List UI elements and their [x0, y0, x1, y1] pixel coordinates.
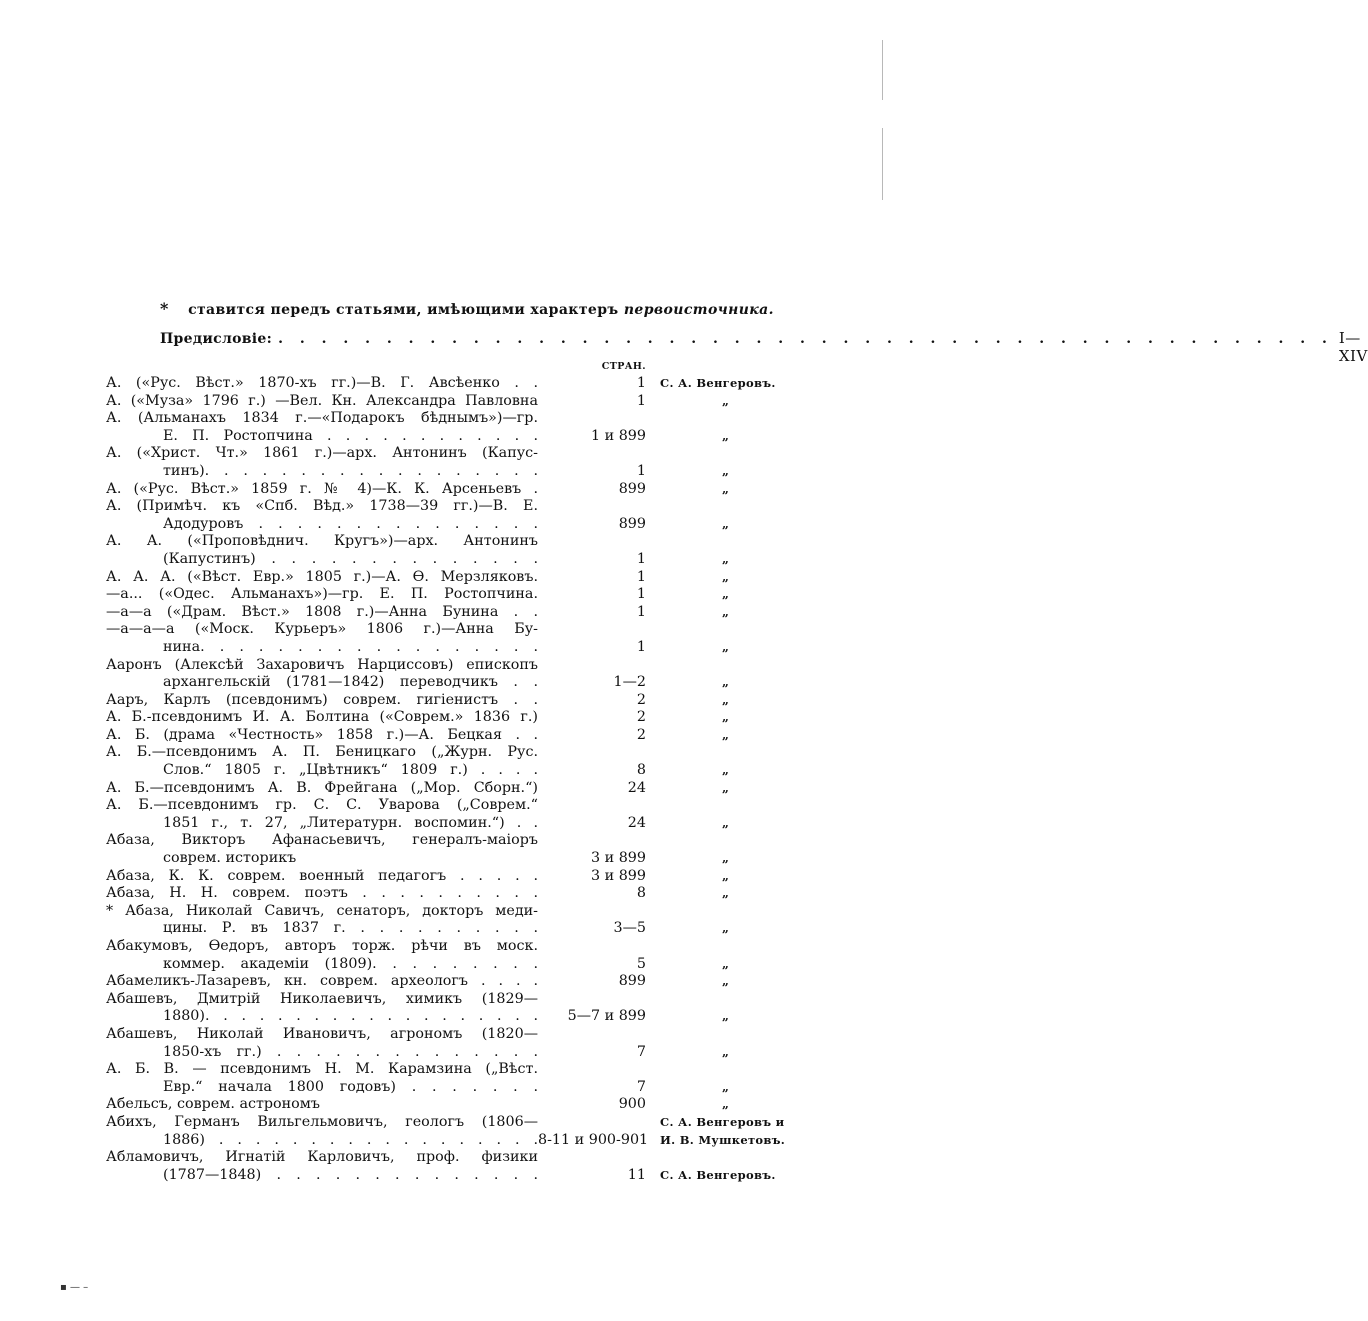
entry-text: А. Б. (драма «Честность» 1858 г.)—А. Бецкая . .	[106, 726, 538, 743]
entry-text: Слов.“ 1805 г. „Цвѣтникъ“ 1809 г.) . . . .	[163, 762, 538, 779]
entry-author: „	[722, 428, 730, 443]
entry-text: архангельскій (1781—1842) переводчикъ . .	[163, 674, 538, 691]
index-entries	[106, 375, 806, 1184]
entry-page: 1	[636, 568, 646, 585]
entry-text: Абаза, Н. Н. соврем. поэтъ . . . . . . . . . .	[106, 885, 538, 902]
legend-note	[160, 299, 800, 318]
entry-text: А. («Муза» 1796 г.) —Вел. Кн. Александра Павловна	[106, 392, 538, 409]
entry-page: 1	[636, 375, 646, 391]
entry-text: 1880). . . . . . . . . . . . . . . . . . .	[163, 1008, 538, 1025]
entry-text: Е. П. Ростопчина . . . . . . . . . . . .	[163, 427, 538, 444]
entry-author: „	[722, 868, 730, 883]
entry-author: „	[722, 551, 730, 566]
entry-page: 899	[618, 973, 646, 990]
entry-author: С. А. Венгеровъ и	[660, 1114, 785, 1129]
entry-page: 2	[636, 691, 646, 708]
entry-author: „	[722, 1009, 730, 1024]
entry-author: „	[722, 780, 730, 795]
entry-page: 3—5	[613, 920, 646, 937]
index-entry-row	[106, 973, 806, 991]
preface-label: Предисловiе:	[160, 331, 273, 347]
entry-text: А. («Рус. Вѣст.» 1859 г. № 4)—К. К. Арсеньевъ .	[106, 480, 538, 497]
entry-text: Абламовичъ, Игнатій Карловичъ, проф. физики	[106, 1149, 538, 1166]
index-entry-row	[106, 516, 806, 534]
entry-author: „	[722, 516, 730, 531]
entry-text: А. («Христ. Чт.» 1861 г.)—арх. Антонинъ (Капус-	[106, 445, 538, 462]
entry-text: —а—а («Драм. Вѣст.» 1808 г.)—Анна Бунина . .	[106, 603, 538, 620]
entry-text: соврем. историкъ	[163, 850, 297, 867]
entry-author: С. А. Венгеровъ.	[660, 1167, 776, 1182]
entry-page: 1	[636, 603, 646, 620]
entry-page: 1—2	[613, 674, 646, 691]
entry-text: Адодуровъ . . . . . . . . . . . . . . .	[163, 515, 538, 532]
preface-pages: I—XIV	[1338, 329, 1368, 365]
entry-text: А. Б.—псевдонимъ А. В. Фрейгана („Мор. Сборн.“)	[106, 779, 538, 796]
entry-author: „	[722, 481, 730, 496]
entry-author: „	[722, 587, 730, 602]
entry-author: „	[722, 763, 730, 778]
entry-page: 1	[636, 586, 646, 603]
entry-page: 8-11 и 900-901	[538, 1131, 649, 1148]
entry-author: „	[722, 692, 730, 707]
entry-text: Абамеликъ-Лазаревъ, кн. соврем. археологъ . . . .	[106, 973, 538, 990]
index-entry-row	[106, 850, 806, 868]
entry-page: 2	[636, 726, 646, 743]
legend-emphasis: первоисточника.	[623, 302, 774, 318]
index-entry-row	[106, 815, 806, 833]
entry-page: 5—7 и 899	[567, 1008, 646, 1025]
entry-author: „	[722, 1097, 730, 1112]
entry-author: „	[722, 727, 730, 742]
entry-text: —а... («Одес. Альманахъ»)—гр. Е. П. Ростопчина.	[106, 586, 538, 603]
index-entry-row	[106, 569, 806, 587]
entry-text: А. Б. В. — псевдонимъ Н. М. Карамзина („Вѣст.	[106, 1061, 538, 1078]
index-entry-row	[106, 1026, 806, 1044]
entry-page: 24	[627, 814, 646, 831]
entry-text: Абашевъ, Дмитрій Николаевичъ, химикъ (1829—	[106, 990, 538, 1007]
index-entry-row	[106, 1149, 806, 1167]
index-entry-row	[106, 481, 806, 499]
entry-page: 1	[636, 638, 646, 655]
entry-text: нина. . . . . . . . . . . . . . . . . .	[163, 638, 538, 655]
index-entry-row	[106, 709, 806, 727]
entry-page: 7	[636, 1078, 646, 1095]
index-entry-row	[106, 674, 806, 692]
entry-text: —а—а—а («Моск. Курьеръ» 1806 г.)—Анна Бу-	[106, 621, 538, 638]
index-entry-row	[106, 393, 806, 411]
entry-page: 1 и 899	[590, 427, 646, 444]
index-entry-row	[106, 498, 806, 516]
entry-text: 1851 г., т. 27, „Литературн. воспомин.“) . .	[163, 814, 538, 831]
entry-text: Абихъ, Германъ Вильгельмовичъ, геологъ (1806—	[106, 1113, 538, 1130]
index-entry-row	[106, 1079, 806, 1097]
entry-text: 1850-хъ гг.) . . . . . . . . . . . . . .	[163, 1043, 538, 1060]
entry-author: „	[722, 393, 730, 408]
index-entry-row	[106, 586, 806, 604]
index-entry-row	[106, 1096, 806, 1114]
entry-author: „	[722, 463, 730, 478]
entry-page: 1	[636, 392, 646, 409]
entry-author: „	[722, 1044, 730, 1059]
index-entry-row	[106, 780, 806, 798]
scan-mark: ▪ — –	[60, 1282, 89, 1293]
entry-text: А. Б.—псевдонимъ А. П. Беницкаго („Журн. Рус.	[106, 744, 538, 761]
entry-text: 1886) . . . . . . . . . . . . . . . . . .	[163, 1131, 538, 1148]
index-entry-row	[106, 428, 806, 446]
index-entry-row	[106, 797, 806, 815]
index-entry-row	[106, 1132, 806, 1150]
index-entry-row	[106, 621, 806, 639]
index-entry-row	[106, 692, 806, 710]
index-entry-row	[106, 1167, 806, 1185]
index-entry-row	[106, 991, 806, 1009]
entry-page: 11	[627, 1166, 646, 1183]
entry-author: И. В. Мушкетовъ.	[660, 1132, 786, 1147]
entry-text: А. (Примѣч. къ «Спб. Вѣд.» 1738—39 гг.)—В. Е.	[106, 498, 538, 515]
entry-author: „	[722, 710, 730, 725]
entry-author: „	[722, 956, 730, 971]
entry-page: 899	[618, 515, 646, 532]
index-entry-row	[106, 832, 806, 850]
index-entry-row	[106, 727, 806, 745]
index-entry-row	[106, 445, 806, 463]
entry-page: 24	[627, 779, 646, 796]
entry-text: А. («Рус. Вѣст.» 1870-хъ гг.)—В. Г. Авсѣенко . .	[106, 375, 538, 391]
index-entry-row	[106, 956, 806, 974]
entry-page: 899	[618, 480, 646, 497]
index-entry-row	[106, 375, 806, 393]
entry-page: 3 и 899	[590, 850, 646, 867]
entry-author: „	[722, 886, 730, 901]
entry-text: А. А. («Проповѣднич. Кругъ»)—арх. Антонинъ	[106, 533, 538, 550]
entry-author: „	[722, 675, 730, 690]
legend-star: *	[160, 299, 169, 318]
index-entry-row	[106, 1008, 806, 1026]
entry-text: Ааронъ (Алексѣй Захаровичъ Нарциссовъ) епископъ	[106, 656, 538, 673]
index-entry-row	[106, 885, 806, 903]
entry-author: „	[722, 1079, 730, 1094]
index-entry-row	[106, 903, 806, 921]
entry-text: А. (Альманахъ 1834 г.—«Подарокъ бѣднымъ»)—гр.	[106, 410, 538, 427]
index-entry-row	[106, 551, 806, 569]
entry-page: 1	[636, 462, 646, 479]
index-entry-row	[106, 762, 806, 780]
legend-text: ставится передъ статьями, имѣющими характеръ	[188, 302, 619, 318]
entry-text: А. Б.-псевдонимъ И. А. Болтина («Соврем.» 1836 г.)	[106, 709, 538, 726]
entry-page: 1	[636, 550, 646, 567]
entry-author: „	[722, 815, 730, 830]
entry-author: „	[722, 604, 730, 619]
index-entry-row	[106, 410, 806, 428]
margin-rule-top	[882, 40, 883, 100]
entry-text: Абельсъ, соврем. астрономъ	[106, 1096, 320, 1113]
entry-text: Ааръ, Карлъ (псевдонимъ) соврем. гигіенистъ . .	[106, 691, 538, 708]
entry-author: С. А. Венгеровъ.	[660, 376, 776, 390]
entry-text: * Абаза, Николай Савичъ, сенаторъ, докторъ меди-	[106, 902, 538, 919]
entry-page: 3 и 899	[590, 867, 646, 884]
entry-text: Абашевъ, Николай Ивановичъ, агрономъ (1820—	[106, 1025, 538, 1042]
entry-text: цины. Р. въ 1837 г. . . . . . . . . . .	[163, 920, 538, 937]
index-entry-row	[106, 657, 806, 675]
entry-text: Абаза, К. К. соврем. военный педагогъ . . . . .	[106, 867, 538, 884]
margin-rule-mid	[882, 128, 883, 200]
entry-page: 7	[636, 1043, 646, 1060]
entry-text: (Капустинъ) . . . . . . . . . . . . . .	[163, 550, 538, 567]
index-entry-row	[106, 604, 806, 622]
entry-text: коммер. академіи (1809). . . . . . . . .	[163, 955, 538, 972]
index-entry-row	[106, 1114, 806, 1132]
index-entry-row	[106, 938, 806, 956]
index-entry-row	[106, 1044, 806, 1062]
entry-page: 8	[636, 885, 646, 902]
index-entry-row	[106, 744, 806, 762]
entry-author: „	[722, 974, 730, 989]
entry-text: А. Б.—псевдонимъ гр. С. С. Уварова („Соврем.“	[106, 797, 538, 814]
entry-text: Евр.“ начала 1800 годовъ) . . . . . . .	[163, 1078, 538, 1095]
entry-author: „	[722, 851, 730, 866]
index-entry-row	[106, 1061, 806, 1079]
preface-leader-dots: . . . . . . . . . . . . . . . . . . . . . . . . . . . . . . . . . . . . . . . . . . . . . . . . .	[278, 331, 1333, 347]
entry-text: Абакумовъ, Ѳедоръ, авторъ торж. рѣчи въ моск.	[106, 938, 538, 954]
index-entry-row	[106, 639, 806, 657]
entry-text: тинъ). . . . . . . . . . . . . . . . . .	[163, 462, 538, 479]
entry-author: „	[722, 921, 730, 936]
entry-page: 2	[636, 709, 646, 726]
entry-page: 900	[618, 1096, 646, 1113]
index-entry-row	[106, 920, 806, 938]
entry-text: Абаза, Викторъ Афанасьевичъ, генералъ-маіоръ	[106, 832, 538, 849]
index-entry-row	[106, 868, 806, 886]
page-column-header: СТРАН.	[601, 361, 646, 372]
entry-text: А. А. А. («Вѣст. Евр.» 1805 г.)—А. Ѳ. Мерзляковъ.	[106, 568, 538, 585]
entry-author: „	[722, 569, 730, 584]
index-entry-row	[106, 533, 806, 551]
entry-author: „	[722, 639, 730, 654]
index-entry-row	[106, 463, 806, 481]
entry-text: (1787—1848) . . . . . . . . . . . . . .	[163, 1166, 538, 1183]
preface-line	[160, 329, 1368, 365]
entry-page: 8	[636, 762, 646, 779]
entry-page: 5	[636, 955, 646, 972]
